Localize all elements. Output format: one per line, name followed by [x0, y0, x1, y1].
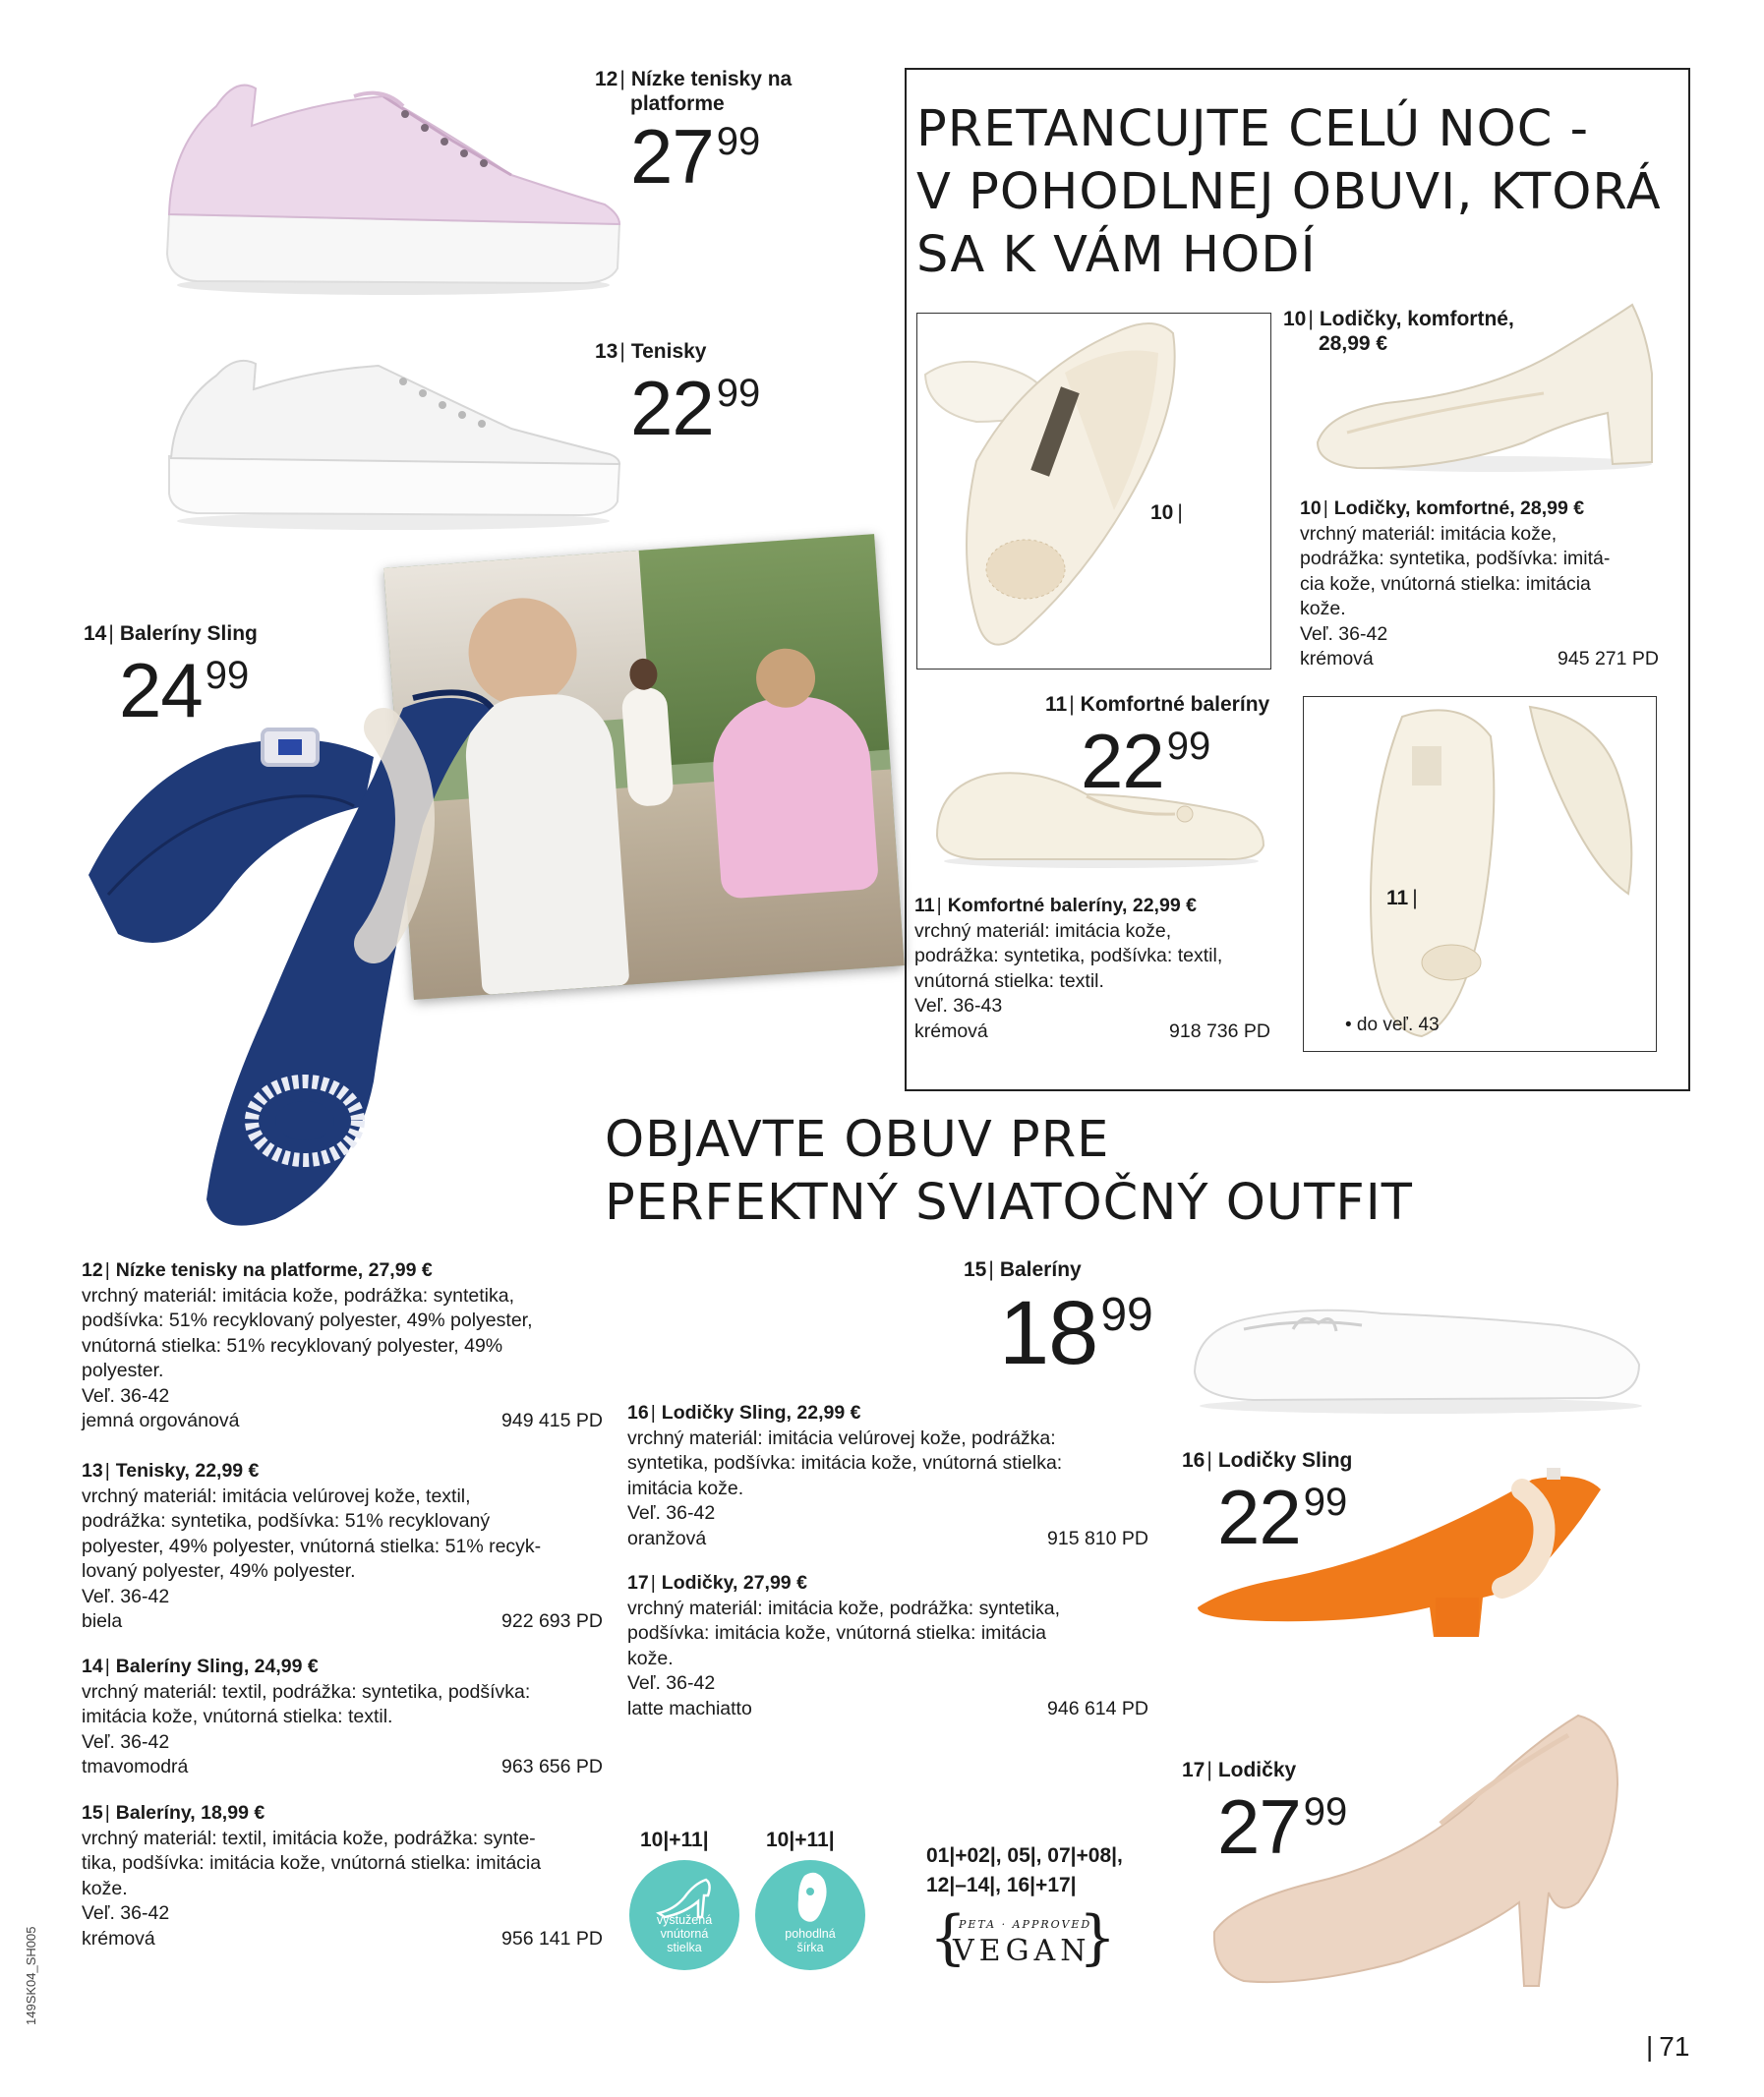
white-sneaker-image — [157, 346, 629, 533]
image-mark-11: 11 | — [1386, 887, 1418, 909]
cream-block-heel-pump-image — [1308, 295, 1681, 477]
price-tag-11: 11| Komfortné baleríny $22^{99}$ — [1045, 693, 1270, 805]
catalog-code: 149SK04_SH005 — [24, 1926, 38, 2025]
price-tag-10: 10| Lodičky, komfortné, 28,99 € — [1283, 308, 1514, 356]
ballerina-pair-image — [1304, 697, 1657, 1052]
price-tag-13: 13| Tenisky $22^{99}$ — [595, 340, 761, 452]
cream-pump-pair-image — [917, 314, 1271, 670]
vegan-product-numbers: 01|+02|, 05|, 07|+08|, 12|–14|, 16|+17| — [926, 1844, 1123, 1896]
page-number: | 71 — [1646, 2031, 1690, 2062]
image-mark-10: 10 | — [1150, 501, 1183, 524]
headline-middle: OBJAVTE OBUV PRE PERFEKTNÝ SVIATOČNÝ OUTFIT — [605, 1111, 1413, 1232]
spec-16: 16 | Lodičky Sling, 22,99 € vrchný materiál: imitácia velúrovej kože, podrážka: syntetika, podšívka: imitácia kože, vnútorná stielka: imitácia kože. Veľ. 36-42 oranžová 915 810 PD — [627, 1402, 1148, 1549]
lilac-platform-sneaker-image — [157, 67, 629, 303]
white-ballerina-image — [1185, 1288, 1657, 1416]
size-note: • do veľ. 43 — [1345, 1015, 1440, 1035]
reinforced-insole-badge: vystužená vnútorná stielka — [629, 1860, 739, 1970]
price-tag-12: 12| Nízke tenisky na platforme $27^{99}$ — [595, 68, 793, 201]
price-tag-16: 16| Lodičky Sling $22^{99}$ — [1182, 1449, 1353, 1561]
headline-top: PRETANCUJTE CELÚ NOC - V POHODLNEJ OBUVI, KTORÁ SA K VÁM HODÍ — [916, 100, 1662, 284]
image-frame-11 — [1303, 696, 1657, 1052]
orange-slingback-image — [1188, 1450, 1620, 1647]
price-tag-17: 17| Lodičky $27^{99}$ — [1182, 1759, 1348, 1871]
spec-17: 17 | Lodičky, 27,99 € vrchný materiál: imitácia kože, podrážka: syntetika, podšívka: imitácia kože, vnútorná stielka: imitácia kože. Veľ. 36-42 latte machiatto 946 614 PD — [627, 1572, 1148, 1719]
comfort-width-badge: pohodlná šírka — [755, 1860, 865, 1970]
spec-15: 15 | Baleríny, 18,99 € vrchný materiál: textil, imitácia kože, podrážka: synte- tika, podšívka: imitácia kože, vnútorná stielka: imitácia kože. Veľ. 36-42 krémová 956 141 PD — [82, 1802, 603, 1950]
price-tag-15: 15| Baleríny $18^{99}$ — [964, 1258, 1153, 1384]
footprint-icon — [787, 1870, 846, 1927]
badge-2-label: 10|+11| — [766, 1829, 835, 1851]
spec-13: 13 | Tenisky, 22,99 € vrchný materiál: imitácia velúrovej kože, textil, podrážka: syntetika, podšívka: 51% recyklovaný polyester, 49% polyester, vnútorná stielka: 51% recyk- lovaný polyester, 49% polyester. Veľ. 36-42 biela 922 693 PD — [82, 1460, 603, 1632]
image-frame-10 — [916, 313, 1271, 670]
peta-vegan-logo: { PETA · APPROVED VEGAN } — [929, 1903, 1117, 1972]
spec-14: 14 | Baleríny Sling, 24,99 € vrchný materiál: textil, podrážka: syntetika, podšívka: imitácia kože, vnútorná stielka: textil. Veľ. 36-42 tmavomodrá 963 656 PD — [82, 1656, 603, 1777]
brace-right: } — [1079, 1903, 1117, 1972]
cream-ballerina-image — [929, 757, 1273, 870]
navy-slingback-image — [79, 688, 531, 1239]
nude-pump-image — [1205, 1706, 1627, 1991]
price-tag-14: 14| Baleríny Sling $24^{99}$ — [84, 622, 258, 734]
brace-left: { — [929, 1903, 968, 1972]
badge-1-label: 10|+11| — [640, 1829, 709, 1851]
spec-10: 10 | Lodičky, komfortné, 28,99 € vrchný materiál: imitácia kože, podrážka: syntetika, podšívka: imitá- cia kože, vnútorná stielka: imitácia kože. Veľ. 36-42 krémová 945 271 PD — [1300, 497, 1659, 670]
spec-11: 11 | Komfortné baleríny, 22,99 € vrchný materiál: imitácia kože, podrážka: syntetika, podšívka: textil, vnútorná stielka: textil. Veľ. 36-43 krémová 918 736 PD — [914, 895, 1270, 1042]
spec-12: 12 | Nízke tenisky na platforme, 27,99 € vrchný materiál: imitácia kože, podrážka: syntetika, podšívka: 51% recyklovaný polyester, 49% polyester, vnútorná stielka: 51% recyklovaný polyester, 49% polyester. Veľ. 36-42 jemná orgovánová 949 415 PD — [82, 1259, 603, 1431]
